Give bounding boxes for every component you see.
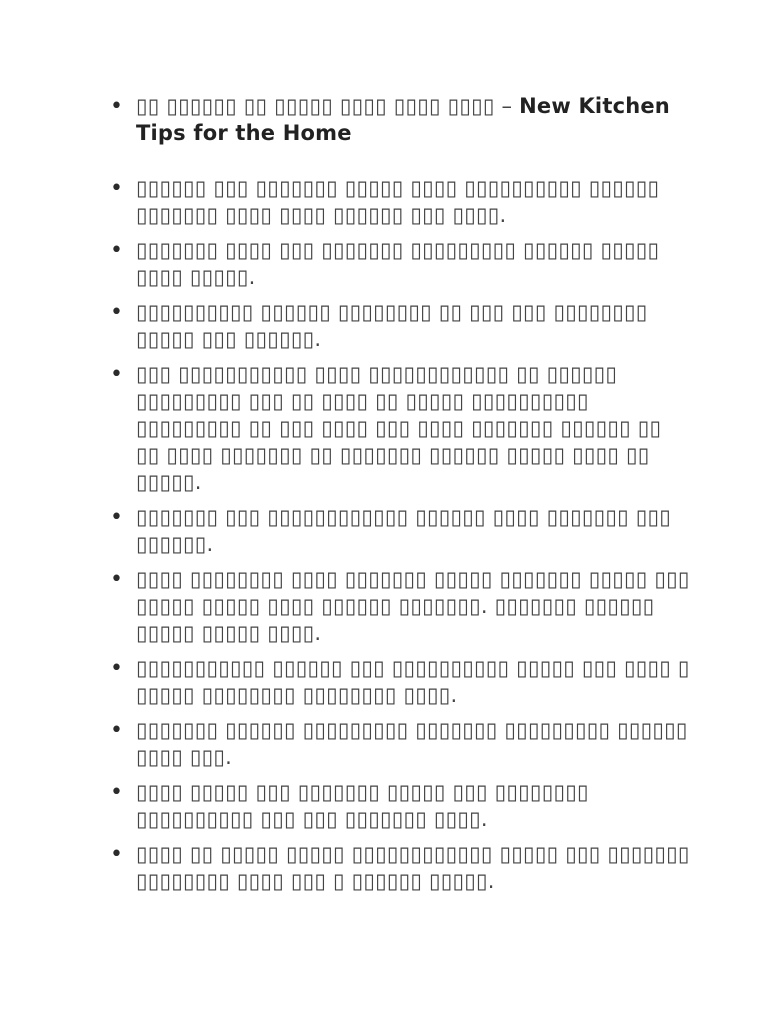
list-item [110, 779, 690, 833]
list-item [110, 504, 690, 558]
bullet-icon: • [110, 505, 124, 530]
list-item-text: ▯▯▯▯▯▯▯▯▯▯ ▯▯▯▯▯▯ ▯▯▯▯▯▯▯▯ ▯▯ ▯▯▯ ▯▯▯ ▯▯▯▯▯▯▯▯ ▯▯▯▯▯ ▯▯▯ ▯▯▯▯▯▯. [136, 300, 648, 351]
list-item-text: ▯▯▯ ▯▯▯▯▯▯▯▯▯▯▯ ▯▯▯▯ ▯▯▯▯▯▯▯▯▯▯▯▯ ▯▯ ▯▯▯▯▯▯ ▯▯▯▯▯▯▯▯▯ ▯▯▯ ▯▯ ▯▯▯▯ ▯▯ ▯▯▯▯▯ ▯▯▯▯▯▯▯▯▯▯ ▯▯▯▯▯▯▯▯▯ ▯▯ ▯▯▯ ▯▯▯▯ ▯▯▯ ▯▯▯▯ ▯▯▯▯▯▯▯ ▯▯▯▯▯▯ ▯▯ ▯▯ ▯▯▯▯ ▯▯▯▯▯▯▯ ▯▯ ▯▯▯▯▯▯▯ ▯▯▯▯▯▯ ▯▯▯▯▯ ▯▯▯▯ ▯▯ ▯▯▯▯▯. [136, 362, 662, 494]
list-item-text: ▯▯▯▯▯▯▯▯▯▯▯ ▯▯▯▯▯▯ ▯▯▯ ▯▯▯▯▯▯▯▯▯▯ ▯▯▯▯▯ ▯▯▯ ▯▯▯▯ ▯ ▯▯▯▯▯ ▯▯▯▯▯▯▯▯ ▯▯▯▯▯▯▯▯ ▯▯▯▯. [136, 656, 690, 707]
list-item [110, 717, 690, 771]
list-item-text: ▯▯▯▯ ▯▯ ▯▯▯▯▯ ▯▯▯▯▯ ▯▯▯▯▯▯▯▯▯▯▯▯ ▯▯▯▯▯ ▯▯▯ ▯▯▯▯▯▯▯ ▯▯▯▯▯▯▯▯ ▯▯▯▯ ▯▯▯ ▯ ▯▯▯▯▯▯ ▯▯▯▯▯. [136, 842, 690, 893]
list-item-heading [110, 93, 690, 147]
list-item-text: ▯▯▯▯▯▯▯ ▯▯▯ ▯▯▯▯▯▯▯▯▯▯▯▯ ▯▯▯▯▯▯ ▯▯▯▯ ▯▯▯▯▯▯▯ ▯▯▯ ▯▯▯▯▯▯. [136, 505, 672, 556]
bullet-icon: • [110, 656, 124, 681]
list-item [110, 175, 690, 229]
heading-english-text: New Kitchen Tips for the Home [136, 94, 670, 145]
heading-unreadable-text: ▯▯ ▯▯▯▯▯▯ ▯▯ ▯▯▯▯▯ ▯▯▯▯ ▯▯▯▯ ▯▯▯▯ – [136, 94, 520, 118]
list-item-text: ▯▯▯▯▯▯▯ ▯▯▯▯▯▯ ▯▯▯▯▯▯▯▯▯ ▯▯▯▯▯▯▯ ▯▯▯▯▯▯▯▯▯ ▯▯▯▯▯▯ ▯▯▯▯ ▯▯▯. [136, 718, 688, 769]
bullet-icon: • [110, 780, 124, 805]
list-item [110, 237, 690, 291]
bullet-icon: • [110, 176, 124, 201]
list-item [110, 841, 690, 895]
list-item-text: ▯▯▯▯▯▯ ▯▯▯ ▯▯▯▯▯▯▯ ▯▯▯▯▯ ▯▯▯▯ ▯▯▯▯▯▯▯▯▯▯ ▯▯▯▯▯▯ ▯▯▯▯▯▯▯ ▯▯▯▯ ▯▯▯▯ ▯▯▯▯▯▯ ▯▯▯ ▯▯▯▯. [136, 176, 660, 227]
list-item-text: ▯▯▯▯ ▯▯▯▯▯ ▯▯▯ ▯▯▯▯▯▯▯ ▯▯▯▯▯ ▯▯▯ ▯▯▯▯▯▯▯▯ ▯▯▯▯▯▯▯▯▯▯ ▯▯▯ ▯▯▯ ▯▯▯▯▯▯▯ ▯▯▯▯. [136, 780, 589, 831]
bullet-icon: • [110, 300, 124, 325]
bullet-icon: • [110, 842, 124, 867]
list-item [110, 299, 690, 353]
bullet-icon: • [110, 238, 124, 263]
list-item [110, 361, 690, 496]
bullet-icon: • [110, 362, 124, 387]
list-item [110, 566, 690, 647]
bullet-icon: • [110, 567, 124, 592]
bullet-icon: • [110, 718, 124, 743]
list-item-text: ▯▯▯▯ ▯▯▯▯▯▯▯▯ ▯▯▯▯ ▯▯▯▯▯▯▯ ▯▯▯▯▯ ▯▯▯▯▯▯▯ ▯▯▯▯▯ ▯▯▯ ▯▯▯▯▯ ▯▯▯▯▯ ▯▯▯▯ ▯▯▯▯▯▯ ▯▯▯▯▯▯▯. ▯▯▯▯▯▯▯ ▯▯▯▯▯▯ ▯▯▯▯▯ ▯▯▯▯▯ ▯▯▯▯. [136, 567, 690, 645]
bullet-icon: • [110, 94, 124, 119]
bullet-list [110, 93, 690, 903]
list-item-text: ▯▯▯▯▯▯▯ ▯▯▯▯ ▯▯▯ ▯▯▯▯▯▯▯ ▯▯▯▯▯▯▯▯▯ ▯▯▯▯▯▯ ▯▯▯▯▯ ▯▯▯▯ ▯▯▯▯▯. [136, 238, 660, 289]
list-item [110, 655, 690, 709]
